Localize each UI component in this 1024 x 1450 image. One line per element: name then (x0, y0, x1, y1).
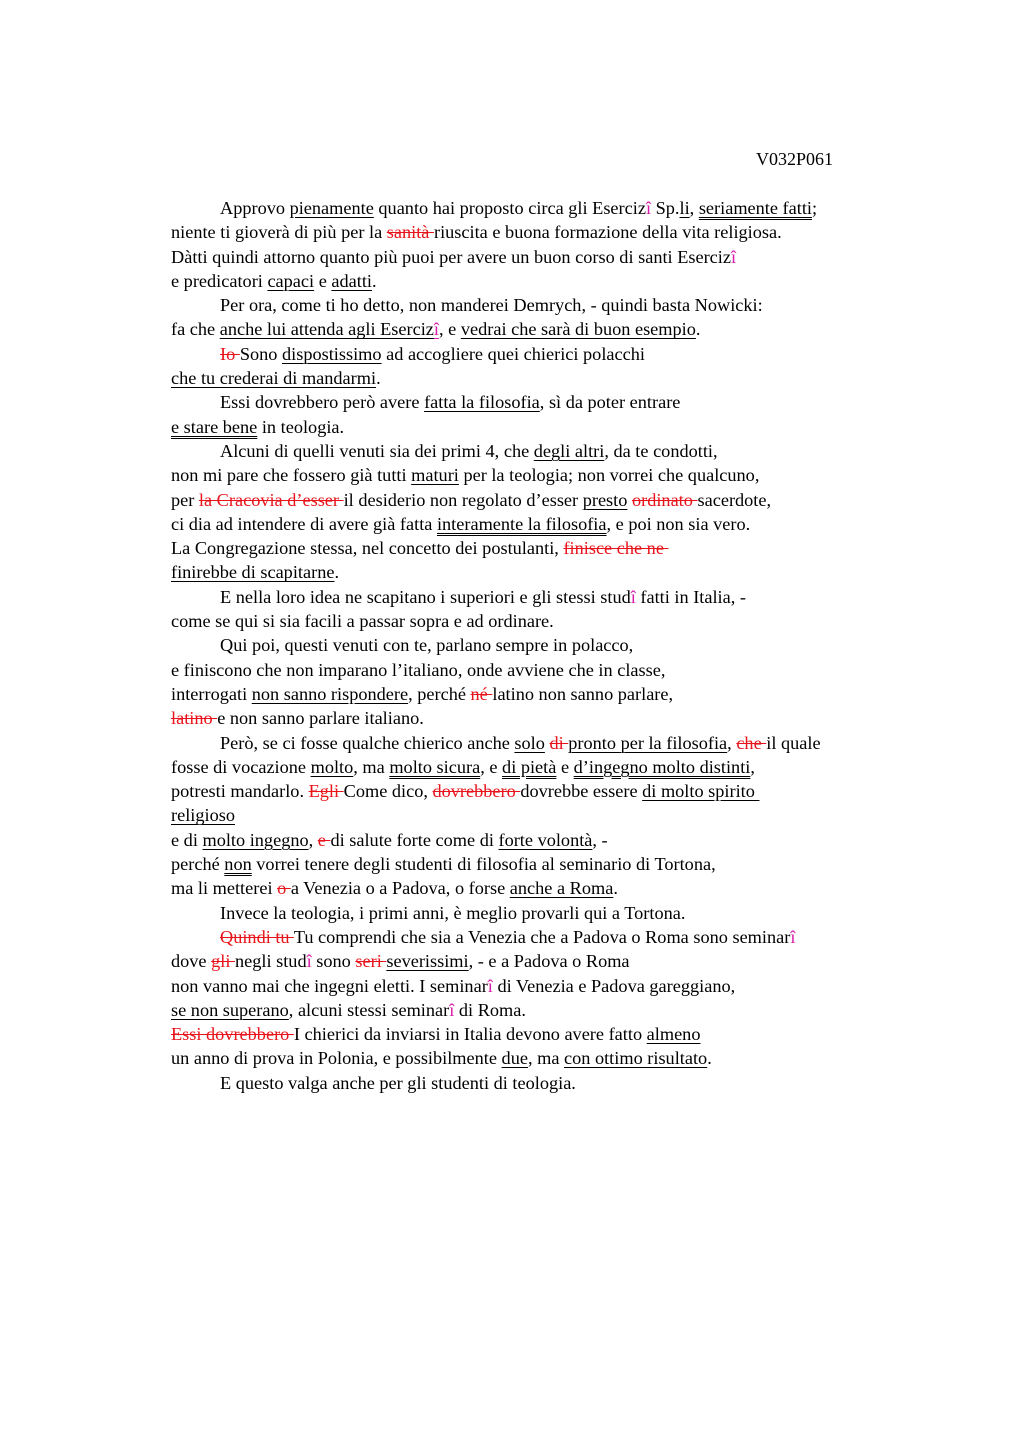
text-run: il desiderio non regolato d’esser (343, 489, 583, 510)
text-run: per la teologia; non vorrei che qualcuno, (458, 465, 760, 486)
text-line (171, 196, 821, 220)
text-line (171, 1046, 821, 1070)
text-line (171, 415, 821, 439)
text-run: , ma (527, 1048, 564, 1069)
underlined-text: maturi (411, 465, 459, 486)
underlined-text: capaci (267, 270, 315, 291)
text-run: negli stud (234, 951, 307, 972)
text-line (171, 876, 821, 900)
text-run: per (171, 489, 199, 510)
text-run: Essi dovrebbero però avere (220, 392, 425, 413)
text-line (171, 633, 821, 657)
text-run: ma li metterei (171, 878, 278, 899)
text-run: . (695, 319, 701, 340)
text-run: . (372, 270, 377, 291)
deleted-text: di (549, 732, 569, 753)
underlined-text: due (501, 1048, 528, 1069)
text-run: Invece la teologia, i primi anni, è meglio provarli qui a Tortona. (220, 902, 686, 923)
underlined-text: anche lui attenda agli Eserciz (219, 319, 434, 340)
deleted-text: la Cracovia d’esser (198, 489, 344, 510)
text-line (171, 439, 821, 463)
text-line (171, 949, 821, 973)
text-run: e (314, 270, 332, 291)
text-run: Tu comprendi che sia a Venezia che a Padova o Roma sono seminar (293, 926, 791, 947)
underlined-text: finirebbe di scapitarne (171, 562, 335, 583)
text-run: E nella loro idea ne scapitano i superiori e gli stessi stud (220, 586, 631, 607)
underlined-text: almeno (646, 1024, 701, 1045)
underlined-text: religioso (171, 805, 235, 826)
deleted-text: né (470, 683, 493, 704)
text-line (171, 731, 821, 755)
text-run: Alcuni di quelli venuti sia dei primi 4, che (220, 440, 534, 461)
text-line (171, 803, 821, 827)
text-run: , (689, 198, 699, 218)
text-run: Però, se ci fosse qualche chierico anche (220, 732, 515, 753)
underlined-text: molto ingegno (202, 829, 309, 850)
text-run: , e poi non sia vero. (606, 513, 751, 534)
text-line (171, 342, 821, 366)
deleted-text: dovrebbero (432, 781, 521, 802)
text-run: potresti mandarlo. (171, 781, 309, 802)
text-line (171, 293, 821, 317)
circumflex-mark: î (790, 926, 796, 947)
deleted-text: Essi dovrebbero (171, 1024, 294, 1045)
circumflex-mark: î (630, 586, 636, 607)
text-run: come se qui si sia facili a passar sopra e ad ordinare. (171, 611, 554, 632)
double-underlined-text: seriamente fatti (698, 198, 812, 218)
text-run: a Venezia o a Padova, o forse (290, 878, 510, 899)
deleted-text: latino (171, 708, 218, 729)
text-run: Per ora, come ti ho detto, non manderei Demrych, - quindi basta Nowicki: (220, 295, 763, 316)
text-run: , sì da poter entrare (539, 392, 681, 413)
text-run: ; (812, 198, 818, 218)
deleted-text: che (736, 732, 767, 753)
letter-body (171, 196, 821, 1095)
text-line (171, 585, 821, 609)
text-run: di Venezia e Padova gareggiano, (492, 975, 736, 996)
text-line (171, 828, 821, 852)
text-run: e non sanno parlare italiano. (217, 708, 424, 729)
text-line (171, 779, 821, 803)
text-line (171, 925, 821, 949)
text-line (171, 1071, 821, 1095)
text-run: ci dia ad intendere di avere già fatta (171, 513, 437, 534)
underlined-text: anche a Roma (509, 878, 614, 899)
text-line (171, 390, 821, 414)
text-run: Sp. (651, 198, 680, 218)
underlined-text: dispostissimo (281, 343, 382, 364)
text-run: , - (592, 829, 608, 850)
text-line (171, 220, 821, 244)
circumflex-mark: î (645, 198, 652, 218)
text-run: in teologia. (257, 416, 345, 437)
circumflex-mark: î (449, 999, 455, 1020)
text-run: fa che (171, 319, 220, 340)
text-run: , (308, 829, 318, 850)
text-line (171, 512, 821, 536)
page-identifier: V032P061 (756, 149, 834, 169)
text-line (171, 488, 821, 512)
text-run: e (556, 756, 574, 777)
underlined-circumflex-mark: î (433, 319, 440, 340)
text-line (171, 245, 821, 269)
text-run: di Roma. (454, 999, 526, 1020)
text-run: fatti in Italia, - (635, 586, 746, 607)
text-run: Sono (239, 343, 282, 364)
text-run: perché (171, 854, 225, 875)
text-line (171, 317, 821, 341)
underlined-text: che tu crederai di mandarmi (171, 368, 377, 389)
text-run: vorrei tenere degli studenti di filosofia al seminario di Tortona, (251, 854, 716, 875)
circumflex-mark: î (306, 951, 312, 972)
double-underlined-text: molto sicura (389, 756, 481, 777)
double-underlined-text: di pietà (502, 756, 557, 777)
text-line (171, 560, 821, 584)
text-run: , e (480, 756, 503, 777)
underlined-text: con ottimo risultato (564, 1048, 708, 1069)
text-line (171, 609, 821, 633)
underlined-text: adatti (331, 270, 372, 291)
text-run: un anno di prova in Polonia, e possibilmente (171, 1048, 502, 1069)
text-run: dovrebbe essere (520, 781, 643, 802)
deleted-text: e (317, 829, 331, 850)
text-run: il quale (766, 732, 821, 753)
text-line (171, 998, 821, 1022)
text-line (171, 974, 821, 998)
text-run: . (707, 1048, 712, 1069)
underlined-text: pienamente (289, 198, 374, 218)
text-line (171, 366, 821, 390)
text-line (171, 706, 821, 730)
text-run: Dàtti quindi attorno quanto più puoi per avere un buon corso di santi Eserciz (171, 246, 731, 267)
text-run: , da te condotti, (604, 440, 718, 461)
text-run: non vanno mai che ingegni eletti. I seminar (171, 975, 488, 996)
text-line (171, 463, 821, 487)
text-run: riuscita e buona formazione della vita religiosa. (433, 222, 782, 243)
double-underlined-text: interamente la filosofia (436, 513, 607, 534)
underlined-text: solo (514, 732, 545, 753)
text-run: niente ti gioverà di più per la (171, 222, 387, 243)
text-run: fosse di vocazione (171, 756, 311, 777)
text-run: e predicatori (171, 270, 268, 291)
text-run: , (750, 756, 755, 777)
text-run: . (334, 562, 340, 583)
text-run: e di (171, 829, 203, 850)
underlined-text: forte volontà (498, 829, 593, 850)
double-underlined-text: d’ingegno molto distinti (573, 756, 751, 777)
text-run: interrogati (171, 683, 252, 704)
double-underlined-text: e stare bene (171, 416, 258, 437)
text-run: Qui poi, questi venuti con te, parlano sempre in polacco, (220, 635, 634, 656)
text-run: , e (439, 319, 461, 340)
text-run: , ma (353, 756, 390, 777)
text-run: sono (311, 951, 356, 972)
underlined-text: degli altri (533, 440, 605, 461)
deleted-text: ordinato (631, 489, 698, 510)
text-run: di salute forte come di (330, 829, 499, 850)
text-run: latino non sanno parlare, (492, 683, 674, 704)
text-line (171, 901, 821, 925)
text-run: . (613, 878, 618, 899)
deleted-text: Egli (308, 781, 344, 802)
text-line (171, 852, 821, 876)
deleted-text: gli (211, 951, 235, 972)
text-run: I chierici da inviarsi in Italia devono avere fatto (293, 1024, 647, 1045)
deleted-text: Quindi tu (220, 926, 294, 947)
text-run: , perché (408, 683, 471, 704)
deleted-text: Io (220, 343, 240, 364)
underlined-text: non sanno rispondere (251, 683, 409, 704)
text-run: ad accogliere quei chierici polacchi (381, 343, 645, 364)
text-run: sacerdote, (697, 489, 772, 510)
underlined-text: pronto per la filosofia (568, 732, 728, 753)
underlined-text: di molto spirito (642, 781, 760, 802)
underlined-text: molto (310, 756, 354, 777)
deleted-text: seri (355, 951, 387, 972)
text-run: , - e a Padova o Roma (468, 951, 630, 972)
text-line (171, 658, 821, 682)
underlined-text: severissimi (386, 951, 469, 972)
circumflex-mark: î (487, 975, 493, 996)
underlined-text: se non superano (171, 999, 289, 1020)
text-run: e finiscono che non imparano l’italiano, onde avviene che in classe, (171, 659, 666, 680)
text-run: quanto hai proposto circa gli Eserciz (373, 198, 646, 218)
text-line (171, 682, 821, 706)
text-line (171, 755, 821, 779)
text-run: Come dico, (343, 781, 433, 802)
text-run: E questo valga anche per gli studenti di teologia. (220, 1072, 576, 1093)
text-line (171, 1022, 821, 1046)
deleted-text: o (277, 878, 291, 899)
text-run: La Congregazione stessa, nel concetto dei postulanti, (171, 538, 564, 559)
text-line (171, 536, 821, 560)
text-run: , (727, 732, 737, 753)
text-run: Approvo (220, 198, 290, 218)
text-run: . (376, 368, 381, 389)
deleted-text: finisce che ne (563, 538, 669, 559)
text-run: dove (171, 951, 212, 972)
underlined-text: presto (582, 489, 628, 510)
text-run: non mi pare che fossero già tutti (171, 465, 412, 486)
underlined-text: vedrai che sarà di buon esempio (460, 319, 696, 340)
double-underlined-text: non (224, 854, 252, 875)
deleted-text: sanità (386, 222, 434, 243)
underlined-text: li (679, 198, 690, 218)
circumflex-mark: î (730, 246, 737, 267)
underlined-text: fatta la filosofia (424, 392, 540, 413)
text-run: , alcuni stessi seminar (288, 999, 450, 1020)
text-line (171, 269, 821, 293)
